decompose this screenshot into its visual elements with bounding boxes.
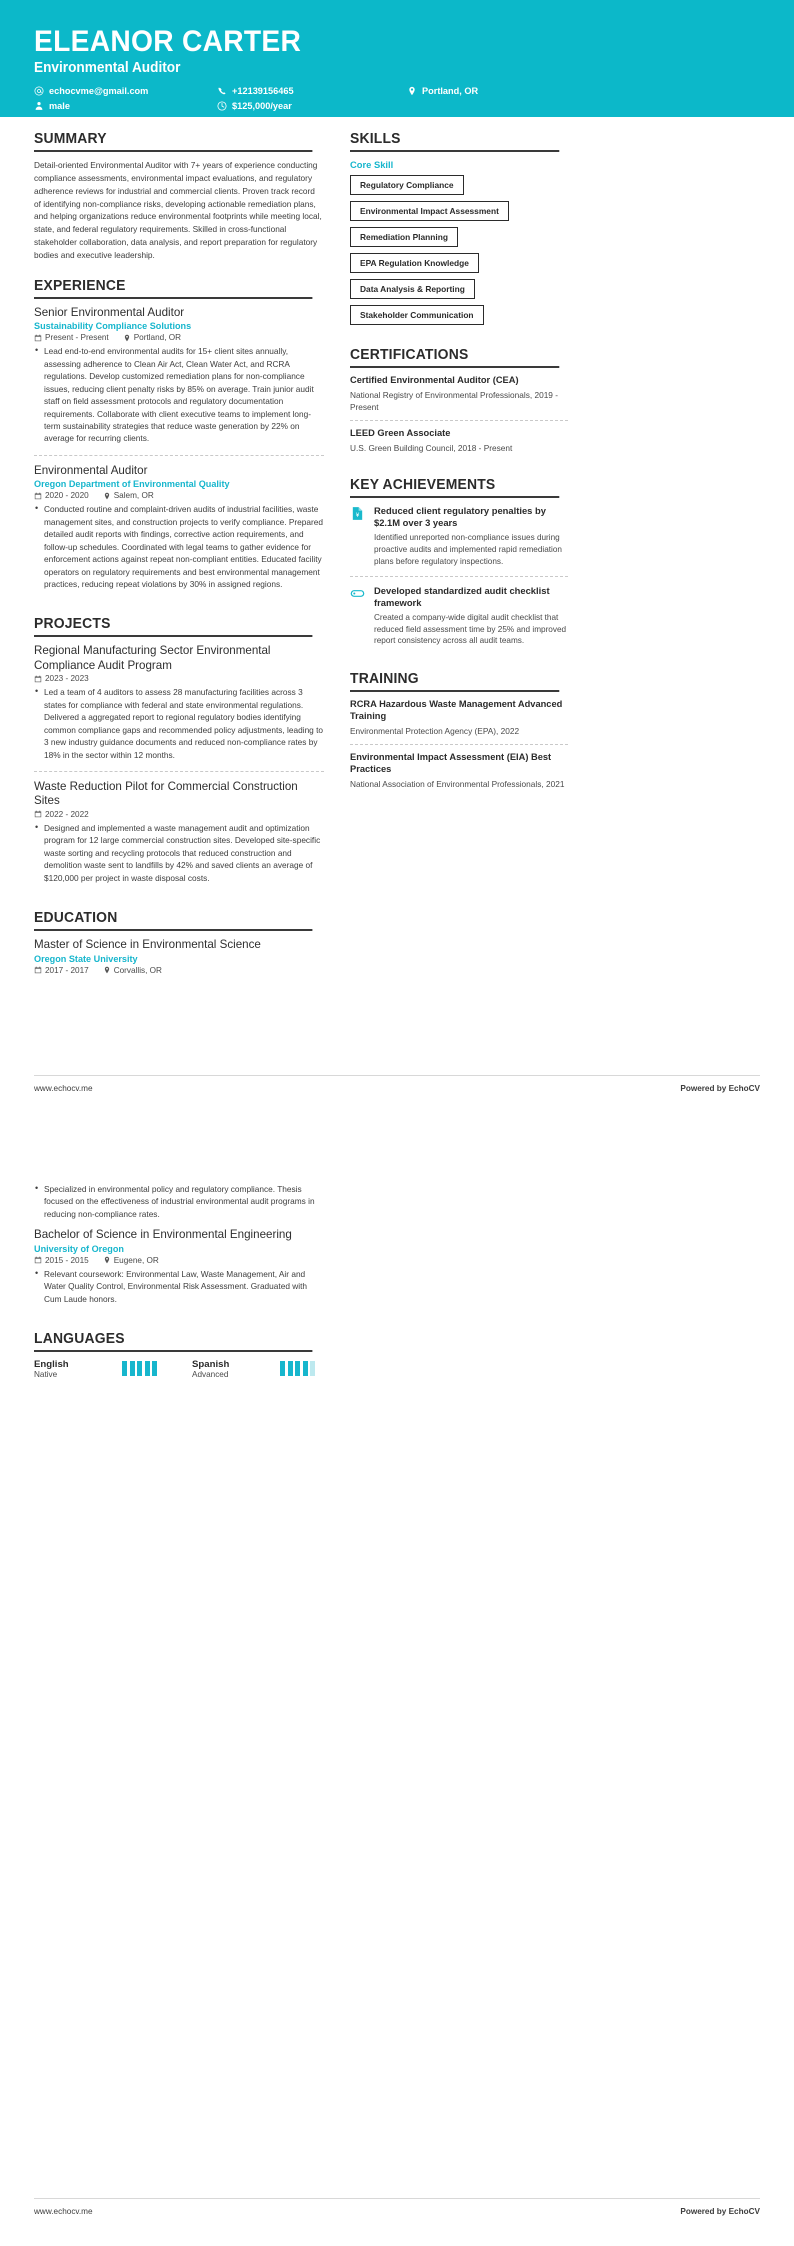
certification-sub: National Registry of Environmental Professionals, 2019 - Present bbox=[350, 389, 558, 412]
experience-entry bbox=[34, 455, 324, 601]
calendar-icon bbox=[34, 334, 42, 342]
rating-bar bbox=[122, 1361, 127, 1376]
training-title: Environmental Impact Assessment (EIA) Best Practices bbox=[350, 752, 552, 774]
project-meta bbox=[34, 674, 324, 683]
footer-website[interactable]: www.echocv.me bbox=[34, 2207, 93, 2216]
skill-chip[interactable]: Environmental Impact Assessment bbox=[350, 201, 509, 221]
project-title: Regional Manufacturing Sector Environmental Compliance Audit Program bbox=[34, 644, 271, 672]
experience-meta bbox=[34, 491, 324, 500]
achievement-desc: Created a company-wide digital audit checklist that reduced field assessment time by 25% and improved report consistency across all audit teams. bbox=[374, 612, 567, 646]
contact-email-text: echocvme@gmail.com bbox=[49, 85, 149, 96]
calendar-icon bbox=[34, 1256, 42, 1264]
contact-gender-text: male bbox=[49, 100, 70, 111]
contact-phone-text: +12139156465 bbox=[232, 85, 294, 96]
achievement-entry bbox=[350, 576, 568, 656]
skill-chip[interactable]: Remediation Planning bbox=[350, 227, 458, 247]
achievement-entry bbox=[350, 505, 568, 576]
phone-icon bbox=[217, 86, 227, 96]
location-pin-icon bbox=[123, 334, 131, 342]
languages-section bbox=[34, 1331, 324, 1379]
education-entry bbox=[34, 1228, 324, 1315]
resume-body bbox=[0, 117, 794, 986]
list-item: • Led a team of 4 auditors to assess 28 manufacturing facilities across 3 states for compliance with federal and state environmental regulations. Delivered a aggregated report to regional regulatory bodies identifying common compliance gaps and recommended policy adjustments, leading to 3 new industry guidance documents and reduced non-compliance rates by 18% in the sector within 12 months. bbox=[34, 686, 324, 761]
footer-brand bbox=[680, 1084, 760, 1093]
checklist-icon bbox=[350, 585, 366, 648]
email-icon bbox=[34, 86, 44, 96]
education-heading: EDUCATION bbox=[34, 910, 312, 931]
training-entry bbox=[350, 699, 568, 744]
language-item bbox=[192, 1359, 324, 1379]
contact-location bbox=[407, 86, 760, 96]
project-meta bbox=[34, 810, 324, 819]
candidate-role: Environmental Auditor bbox=[34, 59, 181, 76]
language-text bbox=[192, 1359, 270, 1379]
certification-entry bbox=[350, 420, 568, 461]
list-item: • Designed and implemented a waste management audit and optimization program for 12 large commercial construction sites. Developed site-specific waste sorting and recycling protocols that reduced construction and demolition waste sent to landfills by 42% and saved clients an average of $120,000 per project in waste disposal costs. bbox=[34, 822, 324, 884]
certification-title: Certified Environmental Auditor (CEA) bbox=[350, 375, 519, 385]
experience-dates bbox=[34, 333, 109, 342]
education-entry bbox=[34, 938, 324, 985]
rating-bar bbox=[130, 1361, 135, 1376]
project-entry bbox=[34, 644, 324, 771]
experience-bullets bbox=[34, 503, 324, 590]
calendar-icon bbox=[34, 492, 42, 500]
education-org: University of Oregon bbox=[34, 1243, 124, 1254]
achievements-section bbox=[350, 477, 568, 655]
skills-group-label: Core Skill bbox=[350, 159, 394, 170]
rating-bar bbox=[137, 1361, 142, 1376]
summary-text: Detail-oriented Environmental Auditor with 7+ years of experience conducting compliance assessments, environmental impact evaluations, and regulatory adherence reviews for industrial and commercial clients. Proven track record of identifying non-compliance risks, developing actionable remediation plans, and helping organizations reduce environmental footprints while meeting local, state, and federal regulatory requirements. Skilled in cross-functional stakeholder collaboration, data analysis, and report preparation for regulatory bodies and executive leadership. bbox=[34, 160, 322, 261]
skill-chip[interactable]: EPA Regulation Knowledge bbox=[350, 253, 479, 273]
projects-section bbox=[34, 616, 324, 894]
language-list bbox=[34, 1359, 324, 1379]
list-item: • Conducted routine and complaint-driven audits of industrial facilities, waste management sites, and construction projects to verify compliance. Prepared detailed audit reports with findings, corrective action requirements, and follow-up schedules. Coordinated with legal teams to gather evidence for enforcement actions against repeat non-compliant entities. Educated facility operators on regulatory requirements and best environmental management practices, reducing repeat violations by 30% in assigned regions. bbox=[34, 503, 324, 590]
rating-bar bbox=[152, 1361, 157, 1376]
project-bullets bbox=[34, 822, 324, 884]
list-item: • Lead end-to-end environmental audits for 15+ client sites annually, assessing adherence to Clean Air Act, Clean Water Act, and RCRA regulations. Develop customized remediation plans for non-compliance issues, reducing client penalty risks by 85% on average. Train junior audit staff on field assessment protocols and regulatory documentation requirements. Collaborate with client executive teams to implement long-term sustainability strategies that reduce waste generation by 22% on average for recurring clients. bbox=[34, 345, 324, 445]
experience-bullets bbox=[34, 345, 324, 445]
contact-email[interactable] bbox=[34, 86, 217, 96]
education-org: Oregon State University bbox=[34, 953, 138, 964]
education-section bbox=[34, 910, 324, 985]
training-entry bbox=[350, 744, 568, 797]
footer-powered-brand: EchoCV bbox=[728, 1084, 760, 1093]
page-footer bbox=[34, 1075, 760, 1093]
education-dates bbox=[34, 966, 89, 975]
experience-entry bbox=[34, 306, 324, 455]
training-heading: TRAINING bbox=[350, 671, 559, 692]
language-text bbox=[34, 1359, 112, 1379]
education-location bbox=[103, 966, 162, 975]
experience-title: Senior Environmental Auditor bbox=[34, 305, 185, 319]
candidate-name: ELEANOR CARTER bbox=[34, 25, 302, 58]
language-level: Native bbox=[34, 1370, 58, 1380]
experience-location bbox=[103, 491, 154, 500]
contact-gender bbox=[34, 101, 217, 111]
training-sub: National Association of Environmental Professionals, 2021 bbox=[350, 778, 565, 789]
left-column bbox=[34, 131, 324, 986]
svg-text:¥: ¥ bbox=[355, 512, 360, 519]
language-item bbox=[34, 1359, 166, 1379]
contact-location-text: Portland, OR bbox=[422, 85, 479, 96]
footer-powered-prefix: Powered by bbox=[680, 1084, 729, 1093]
experience-heading: EXPERIENCE bbox=[34, 278, 312, 299]
location-icon bbox=[407, 86, 417, 96]
education-meta bbox=[34, 1256, 324, 1265]
project-dates-text: 2023 - 2023 bbox=[45, 674, 89, 684]
projects-heading: PROJECTS bbox=[34, 616, 312, 637]
experience-org: Sustainability Compliance Solutions bbox=[34, 321, 192, 332]
skill-chip[interactable]: Regulatory Compliance bbox=[350, 175, 464, 195]
experience-meta bbox=[34, 333, 324, 342]
experience-location-text: Portland, OR bbox=[133, 333, 182, 343]
footer-brand bbox=[680, 2207, 760, 2216]
salary-icon bbox=[217, 101, 227, 111]
resume-body-page2 bbox=[0, 1123, 794, 1379]
contact-info bbox=[34, 86, 760, 111]
calendar-icon bbox=[34, 810, 42, 818]
rating-bar bbox=[295, 1361, 300, 1376]
education-title: Master of Science in Environmental Science bbox=[34, 938, 261, 952]
resume-page-2 bbox=[0, 1123, 794, 2246]
project-dates-text: 2022 - 2022 bbox=[45, 809, 89, 819]
achievements-heading: KEY ACHIEVEMENTS bbox=[350, 477, 559, 498]
rating-bar-empty bbox=[310, 1361, 315, 1376]
education-dates-text: 2017 - 2017 bbox=[45, 965, 89, 975]
experience-section bbox=[34, 278, 324, 601]
calendar-icon bbox=[34, 966, 42, 974]
experience-location bbox=[123, 333, 181, 342]
calendar-icon bbox=[34, 675, 42, 683]
footer-website[interactable]: www.echocv.me bbox=[34, 1084, 93, 1093]
education-dates-text: 2015 - 2015 bbox=[45, 1255, 89, 1265]
skill-chip[interactable]: Stakeholder Communication bbox=[350, 305, 484, 325]
language-rating-bars bbox=[122, 1359, 157, 1376]
person-icon bbox=[34, 101, 44, 111]
education-bullets bbox=[34, 1268, 324, 1305]
education-location-text: Corvallis, OR bbox=[113, 965, 162, 975]
language-name: English bbox=[34, 1359, 69, 1371]
summary-section bbox=[34, 131, 324, 262]
summary-heading: SUMMARY bbox=[34, 131, 312, 152]
education-meta bbox=[34, 966, 324, 975]
certification-title: LEED Green Associate bbox=[350, 427, 451, 438]
experience-dates-text: Present - Present bbox=[45, 333, 109, 343]
footer-powered-brand: EchoCV bbox=[728, 2207, 760, 2216]
rating-bar bbox=[303, 1361, 308, 1376]
contact-phone[interactable] bbox=[217, 86, 407, 96]
location-pin-icon bbox=[103, 1256, 111, 1264]
language-name: Spanish bbox=[192, 1359, 230, 1371]
project-title: Waste Reduction Pilot for Commercial Construction Sites bbox=[34, 780, 298, 808]
left-column-page2 bbox=[34, 1183, 324, 1379]
education-dates bbox=[34, 1256, 89, 1265]
skills-section bbox=[350, 131, 568, 331]
training-sub: Environmental Protection Agency (EPA), 2022 bbox=[350, 726, 520, 737]
skills-heading: SKILLS bbox=[350, 131, 559, 152]
certifications-heading: CERTIFICATIONS bbox=[350, 347, 559, 368]
rating-bar bbox=[145, 1361, 150, 1376]
achievement-title: Developed standardized audit checklist framework bbox=[374, 584, 550, 608]
project-bullets bbox=[34, 686, 324, 761]
project-dates bbox=[34, 674, 89, 683]
certification-sub: U.S. Green Building Council, 2018 - Present bbox=[350, 442, 513, 453]
contact-salary-text: $125,000/year bbox=[232, 100, 292, 111]
experience-dates bbox=[34, 491, 89, 500]
achievement-body bbox=[374, 585, 568, 648]
experience-title: Environmental Auditor bbox=[34, 463, 148, 477]
document-money-icon bbox=[350, 505, 366, 568]
location-pin-icon bbox=[103, 492, 111, 500]
languages-heading: LANGUAGES bbox=[34, 1331, 312, 1352]
language-level: Advanced bbox=[192, 1370, 229, 1380]
contact-salary bbox=[217, 101, 407, 111]
education-location bbox=[103, 1256, 159, 1265]
experience-org: Oregon Department of Environmental Quality bbox=[34, 479, 230, 490]
skill-chip[interactable]: Data Analysis & Reporting bbox=[350, 279, 475, 299]
right-column bbox=[350, 131, 568, 797]
training-section bbox=[350, 671, 568, 797]
achievement-body bbox=[374, 505, 568, 568]
training-title: RCRA Hazardous Waste Management Advanced Training bbox=[350, 699, 563, 722]
footer-powered-prefix: Powered by bbox=[680, 2207, 729, 2216]
certifications-section bbox=[350, 347, 568, 461]
rating-bar bbox=[288, 1361, 293, 1376]
skill-list bbox=[350, 175, 568, 331]
list-item: • Specialized in environmental policy and regulatory compliance. Thesis focused on the effectiveness of industrial environmental audit programs in reducing non-compliance rates. bbox=[34, 1183, 324, 1220]
resume-header bbox=[0, 0, 794, 117]
education-title: Bachelor of Science in Environmental Engineering bbox=[34, 1228, 292, 1242]
experience-location-text: Salem, OR bbox=[113, 491, 154, 501]
list-item: • Relevant coursework: Environmental Law, Waste Management, Air and Water Quality Control, Environmental Risk Assessment. Graduated with Cum Laude honors. bbox=[34, 1268, 324, 1305]
project-entry bbox=[34, 771, 324, 894]
project-dates bbox=[34, 810, 89, 819]
page-footer bbox=[34, 2198, 760, 2216]
education-location-text: Eugene, OR bbox=[113, 1255, 159, 1265]
language-rating-bars bbox=[280, 1359, 315, 1376]
education-section-continued bbox=[34, 1183, 324, 1315]
education-bullets bbox=[34, 1183, 324, 1220]
achievement-title: Reduced client regulatory penalties by $2.1M over 3 years bbox=[374, 504, 546, 528]
experience-dates-text: 2020 - 2020 bbox=[45, 491, 89, 501]
rating-bar bbox=[280, 1361, 285, 1376]
location-pin-icon bbox=[103, 966, 111, 974]
certification-entry bbox=[350, 375, 568, 420]
achievement-desc: Identified unreported non-compliance issues during proactive audits and implemented rapid remediation plans before regulatory inspections. bbox=[374, 532, 562, 566]
